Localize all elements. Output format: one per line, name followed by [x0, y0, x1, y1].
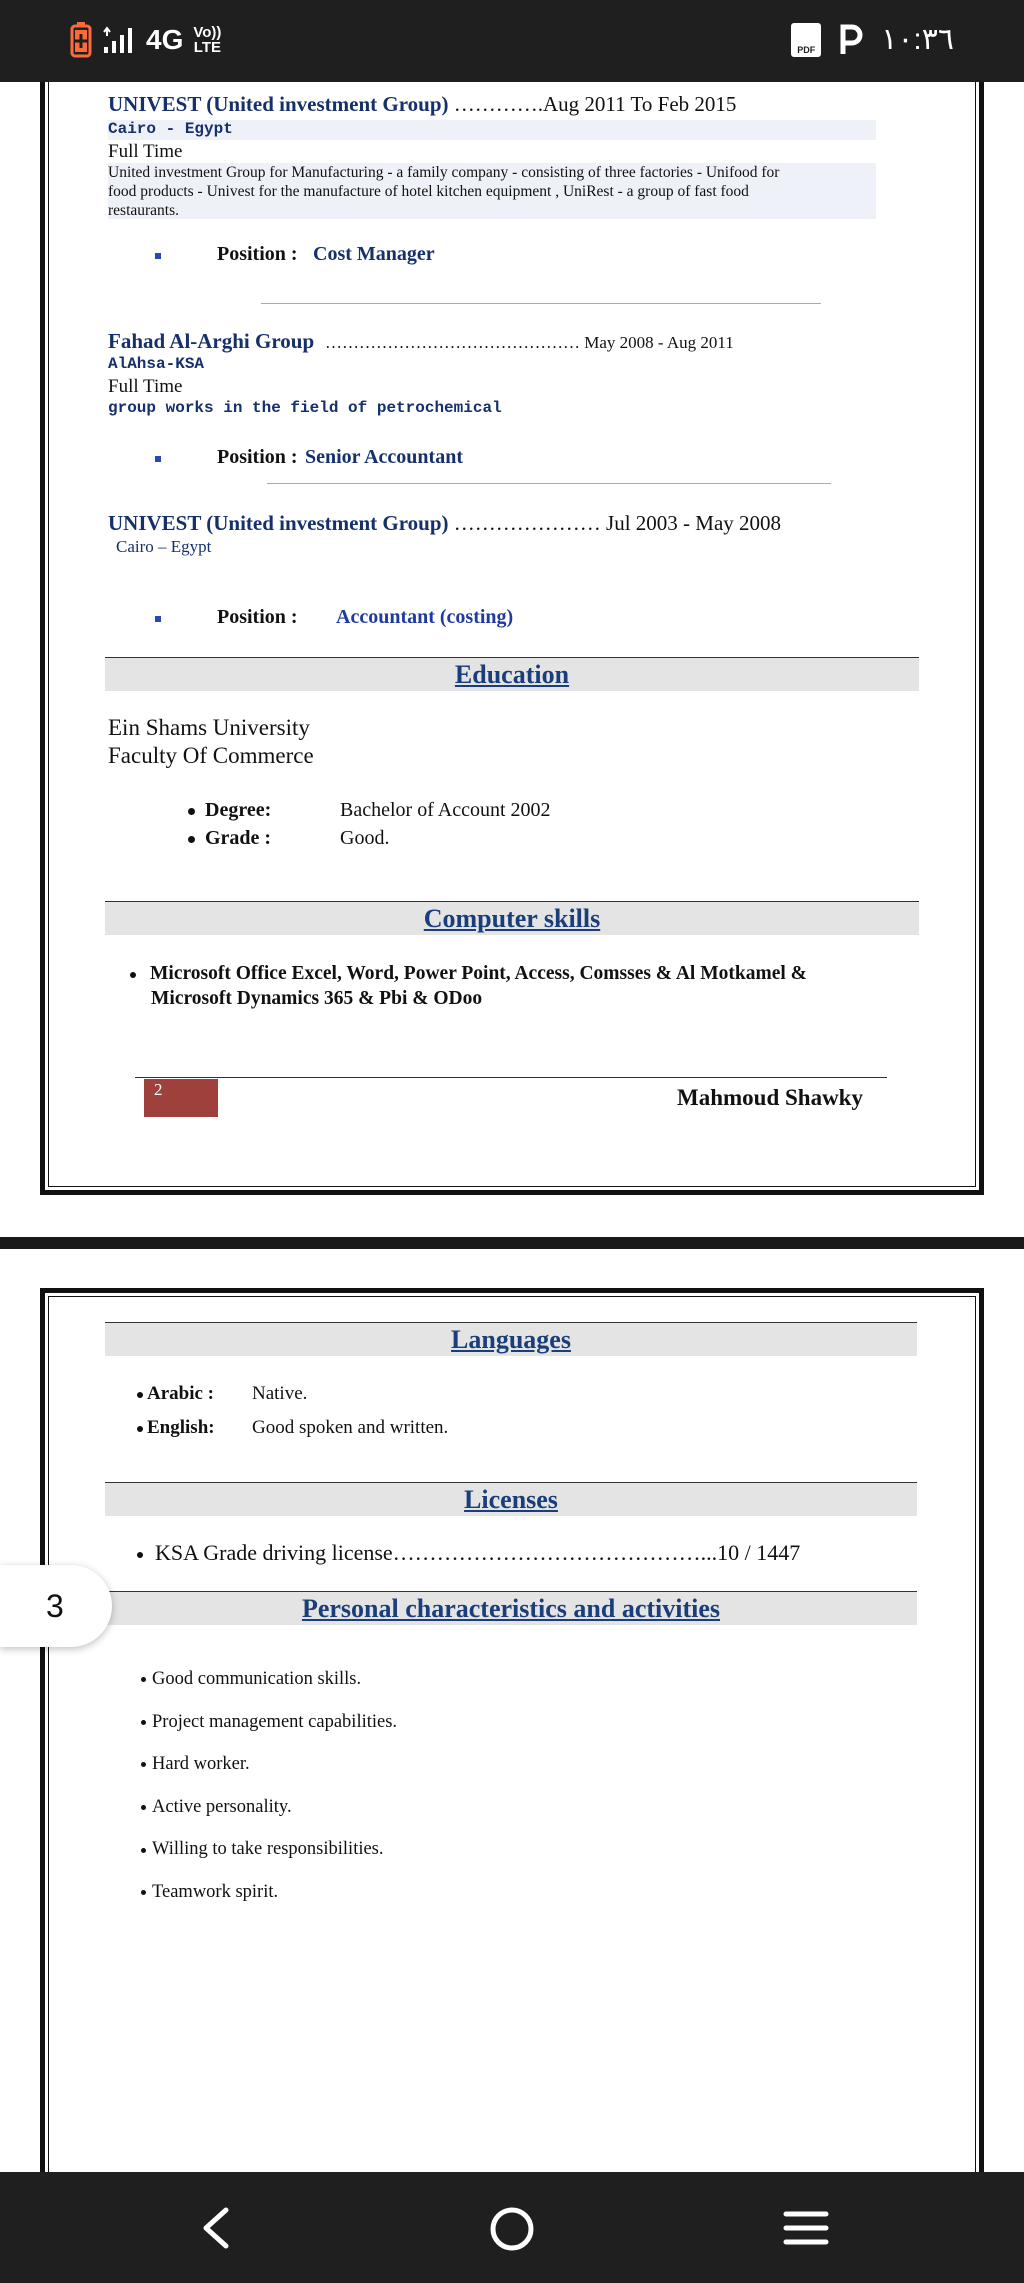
- network-type-label: 4G: [146, 24, 184, 55]
- language-item-english-value: Good spoken and written.: [252, 1417, 449, 1438]
- divider: [267, 483, 831, 484]
- job3-dots: …………………: [453, 511, 601, 535]
- licenses-heading-bar: [105, 1482, 917, 1516]
- education-grade-value: Good.: [340, 827, 390, 849]
- license-item: KSA Grade driving license……………………………………...10 / 1447: [137, 1540, 800, 1566]
- bullet-square-icon: [155, 616, 161, 622]
- list-item: Teamwork spirit.: [141, 1871, 397, 1914]
- page-gap: [0, 1237, 1024, 1249]
- education-faculty: Faculty Of Commerce: [108, 743, 314, 768]
- language-item-english: English:: [137, 1417, 215, 1439]
- job2-company: Fahad Al-Arghi Group: [108, 329, 315, 353]
- back-icon[interactable]: [196, 2206, 236, 2250]
- pdf-viewer[interactable]: [0, 82, 1024, 2172]
- recent-apps-icon[interactable]: [782, 2208, 830, 2248]
- job1-header: [108, 92, 736, 117]
- footer-name: Mahmoud Shawky: [677, 1085, 863, 1110]
- licenses-heading: Licenses: [464, 1485, 558, 1514]
- job2-description: group works in the field of petrochemical: [108, 399, 502, 417]
- education-heading: Education: [454, 660, 570, 689]
- personal-list: [141, 1658, 397, 1914]
- job3-location: Cairo – Egypt: [116, 537, 212, 556]
- job1-company: UNIVEST (United investment Group): [108, 92, 449, 116]
- job1-location: Cairo - Egypt: [108, 120, 233, 138]
- computer-skills-line1: Microsoft Office Excel, Word, Power Point, Access, Comsses & Al Motkamel &: [150, 963, 807, 984]
- job1-description: United investment Group for Manufacturing - a family company - consisting of three factories - Unifood for food products - Univest for the manufacture of hotel kitchen equipment , UniRest - a group of fast food restaurants.: [108, 164, 780, 219]
- languages-heading: Languages: [451, 1325, 571, 1354]
- education-university: Ein Shams University: [108, 715, 310, 740]
- clock: ١٠:٣٦: [881, 23, 954, 56]
- list-item: Project management capabilities.: [141, 1701, 397, 1744]
- status-bar: [0, 0, 1024, 82]
- education-degree-row: Degree:: [188, 799, 271, 822]
- job2-dates-line: [325, 333, 734, 353]
- job2-dates: May 2008 - Aug 2011: [584, 333, 734, 352]
- footer-page-number: 2: [144, 1079, 218, 1117]
- job3-position-label: Position :: [217, 606, 298, 628]
- education-heading-bar: [105, 657, 919, 691]
- job2-location: AlAhsa-KSA: [108, 355, 205, 373]
- job1-position-value: Cost Manager: [313, 243, 435, 265]
- job2-dots: ………………………………………: [325, 333, 580, 352]
- volte-icon: Vo)) LTE: [193, 24, 222, 56]
- languages-heading-bar: [105, 1322, 917, 1356]
- job1-type: Full Time: [108, 141, 183, 162]
- job3-dates: Jul 2003 - May 2008: [606, 511, 782, 535]
- navigation-bar: [0, 2172, 1024, 2283]
- language-item-arabic: Arabic :: [137, 1383, 214, 1405]
- job3-position-value: Accountant (costing): [336, 606, 514, 628]
- job3-company: UNIVEST (United investment Group): [108, 511, 449, 535]
- page-indicator[interactable]: 3: [0, 1565, 112, 1647]
- education-degree-value: Bachelor of Account 2002: [340, 799, 551, 821]
- computer-skills-line2: Microsoft Dynamics 365 & Pbi & ODoo: [151, 988, 483, 1009]
- list-item: Willing to take responsibilities.: [141, 1828, 397, 1871]
- bullet-square-icon: [155, 456, 161, 462]
- list-item: Good communication skills.: [141, 1658, 397, 1701]
- battery-saver-icon: [70, 22, 92, 58]
- job1-position-label: Position :: [217, 243, 298, 265]
- job2-type: Full Time: [108, 376, 183, 397]
- job2-position-label: Position :: [217, 446, 298, 468]
- bullet-square-icon: [155, 253, 161, 259]
- job1-dates: Aug 2011 To Feb 2015: [543, 92, 737, 116]
- job2-position-value: Senior Accountant: [305, 446, 463, 468]
- list-item: Hard worker.: [141, 1743, 397, 1786]
- signal-icon: [102, 25, 136, 55]
- computer-skills-heading-bar: [105, 901, 919, 935]
- computer-skills-list: [130, 961, 807, 1011]
- divider: [261, 303, 821, 304]
- personal-heading-bar: [105, 1591, 917, 1625]
- job1-dots: ………….: [453, 92, 544, 116]
- pdf-page-2: [40, 82, 984, 1195]
- personal-heading: Personal characteristics and activities: [301, 1594, 721, 1623]
- language-item-arabic-value: Native.: [252, 1383, 308, 1404]
- parking-icon: [839, 24, 863, 56]
- pdf-notification-icon: PDF: [791, 23, 821, 57]
- pdf-page-3: [40, 1288, 984, 2172]
- list-item: Active personality.: [141, 1786, 397, 1829]
- page-border: [48, 82, 976, 1187]
- education-grade-row: Grade :: [188, 827, 271, 850]
- computer-skills-heading: Computer skills: [423, 904, 601, 933]
- home-icon[interactable]: [488, 2205, 536, 2253]
- footer-rule: [135, 1077, 887, 1078]
- job3-header: [108, 511, 781, 536]
